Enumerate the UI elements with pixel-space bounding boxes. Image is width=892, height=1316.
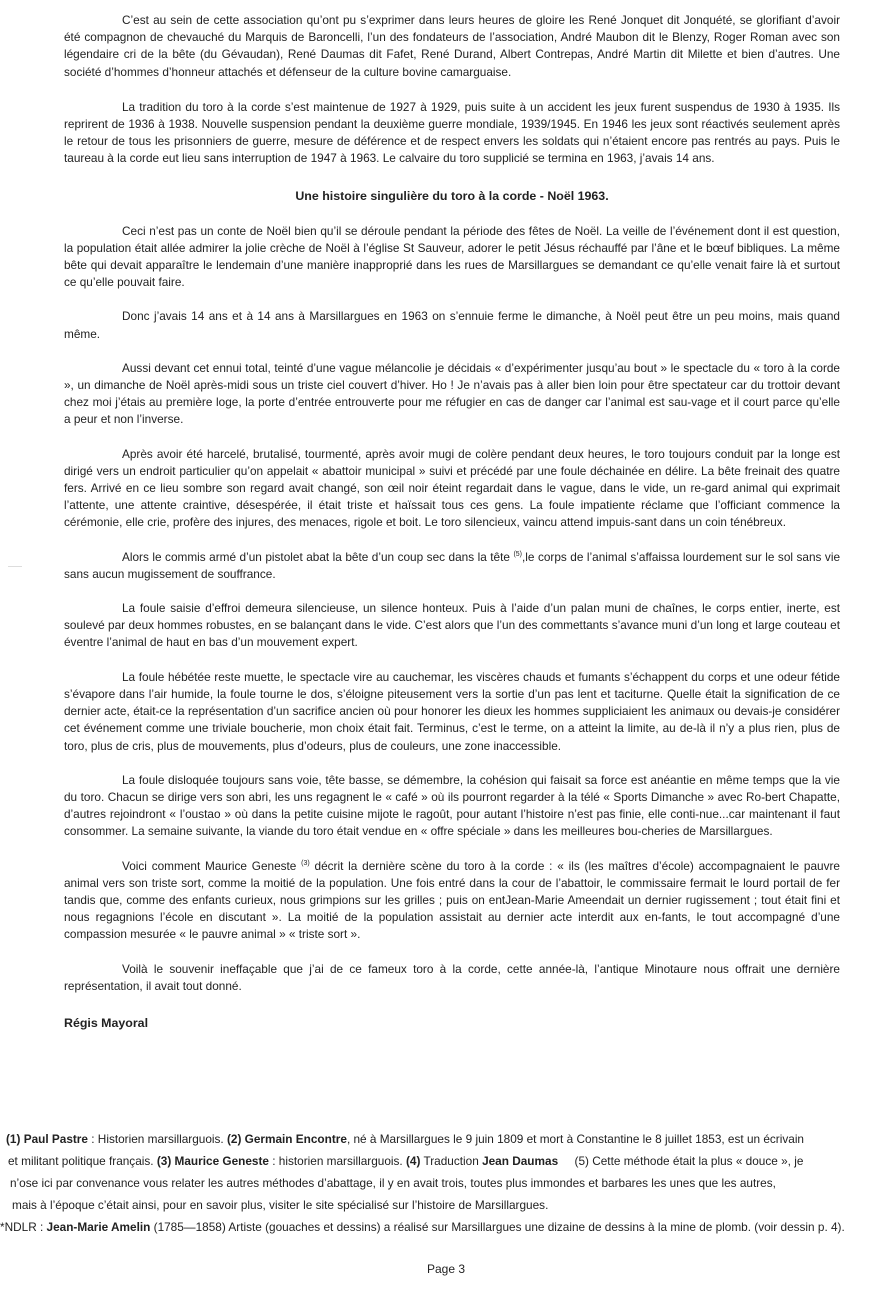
- note-text-3: : historien marsillarguois.: [268, 1154, 406, 1168]
- story-paragraph: Aussi devant cet ennui total, teinté d’une vague mélancolie je décidais « d’expérimenter jusqu’au bout » le spectacle du « toro à la corde », un dimanche de Noël après-midi sous un triste ciel couvert d’hiver. Ho ! Je n’avais pas à aller bien loin pour être spectateur car du trottoir devant chez moi j’étais au première loge, la porte d’entrée entrouverte pour me réfugier en cas de danger car l’animal est sau-vage et il court parce qu’elle a peur et non l’inverse.: [64, 360, 840, 427]
- margin-mark: [8, 566, 22, 567]
- note-name-3: Maurice Geneste: [174, 1154, 269, 1168]
- ndlr-note: [0, 1216, 890, 1238]
- footnotes: [0, 1128, 890, 1238]
- footnote-line-1: [6, 1128, 890, 1150]
- story-paragraph: La foule disloquée toujours sans voie, tête basse, se démembre, la cohésion qui faisait sa force est anéantie en même temps que la vie du toro. Chacun se dirige vers son abri, les uns regagnent le « café » où ils pourront regarder à la télé « Sports Dimanche » avec Ro-bert Chapatte, d’autres rejoindront « l’oustao » où dans la petite cuisine mijote le ragoût, pour autant l’histoire n’est pas finie, elle conti-nue...car maintenant il faut consommer. La semaine suivante, la viande du toro était vendue en « offre spéciale » dans les meilleures bou-cheries de Marsillargues.: [64, 772, 840, 839]
- footnote-line-3: n’ose ici par convenance vous relater les autres méthodes d’abattage, il y en avait trois, toutes plus immondes et barbares les unes que les autres,: [10, 1176, 776, 1190]
- note-text-1: : Historien marsillarguois.: [87, 1132, 227, 1146]
- note-number-4: (4): [406, 1154, 421, 1168]
- note-text-2: , né à Marsillargues le 9 juin 1809 et mort à Constantine le 8 juillet 1853, est un écrivain: [346, 1132, 804, 1146]
- note-text-2-cont: et militant politique français.: [8, 1154, 157, 1168]
- note-number-5: (5): [574, 1154, 589, 1168]
- story-paragraph: Voici comment Maurice Geneste $^{(3)}$ décrit la dernière scène du toro à la corde : « ils (les maîtres d’école) accompagnaient le pauvre animal vers son triste sort, comme la moitié de la population. Une fois entré dans la cour de l’abattoir, le commissaire fermait le lourd portail de fer tandis que, comme des enfants curieux, nous grimpions sur les grilles ; puis on entJean-Marie Ameendait un dernier rugissement ; tout était fini et nous regagnions l’école en discutant ». La moitié de la population assistait au dernier acte interdit aux en-fants, le tout accompagné d’une compassion mesurée « le pauvre animal » « triste sort ».: [64, 858, 840, 942]
- footnote-reference: (5): [513, 550, 523, 558]
- note-number-2: (2): [226, 1132, 242, 1146]
- paragraph-association: C’est au sein de cette association qu’ont pu s’exprimer dans leurs heures de gloire les René Jonquet dit Jonquété, se glorifiant d’avoir été compagnon de chevauché du Marquis de Baroncelli, l’un des fondateurs de l’association, André Maubon dit le Blenzy, Roger Roman avec son légendaire cri de la bête (du Gévaudan), René Daumas dit Fafet, René Durand, Albert Contrepas, André Martin dit Milette et bien d’autres. Une société d’hommes d’honneur attachés et défenseur de la culture bovine camarguaise.: [64, 13, 840, 79]
- note-text-4: Traduction: [420, 1154, 483, 1168]
- note-name-2: Germain Encontre: [244, 1132, 347, 1146]
- note-text-5: Cette méthode était la plus « douce », je: [588, 1154, 804, 1168]
- story-section: [64, 223, 840, 995]
- footnote-line-4: mais à l’époque c’était ainsi, pour en savoir plus, visiter le site spécialisé sur l’histoire de Marsillargues.: [12, 1198, 549, 1212]
- note-name-4: Jean Daumas: [482, 1154, 559, 1168]
- story-paragraph: Ceci n’est pas un conte de Noël bien qu’il se déroule pendant la période des fêtes de Noël. La veille de l’événement dont il est question, la population était allée admirer la jolie crèche de Noël à l’église St Sauveur, adorer le petit Jésus réchauffé par l’âne et le bœuf bibliques. La même bête qui devait apparaître le lendemain d’une manière inapproprié dans les rues de Marsillargues se demandant ce qu’elle venait faire là et surtout ce qu’elle pouvait faire.: [64, 223, 840, 290]
- ndlr-name: Jean-Marie Amelin: [46, 1220, 151, 1234]
- paragraph-tradition: La tradition du toro à la corde s’est maintenue de 1927 à 1929, puis suite à un accident les jeux furent suspendus de 1930 à 1935. Ils reprirent de 1936 à 1938. Nouvelle suspension pendant la deuxième guerre mondiale, 1939/1945. En 1946 les jeux sont réactivés seulement après le retour de tous les prisonniers de guerre, mesure de déférence et de respect envers les soldats qui n’étaient encore pas rentrés au pays. Puis le taureau à la corde eut lieu sans interruption de 1947 à 1963. Le calvaire du toro supplicié se termina en 1963, j’avais 14 ans.: [64, 99, 840, 166]
- story-paragraph: Voilà le souvenir ineffaçable que j’ai de ce fameux toro à la corde, cette année-là, l’antique Minotaure nous offrait une dernière représentation, il avait tout donné.: [64, 961, 840, 993]
- story-paragraph: Alors le commis armé d’un pistolet abat la bête d’un coup sec dans la tête $^{(5)}$,le corps de l’animal s’affaissa lourdement sur le sol sans vie sans aucun mugissement de souffrance.: [64, 549, 841, 581]
- story-paragraph: Après avoir été harcelé, brutalisé, tourmenté, après avoir mugi de colère pendant deux heures, le toro toujours conduit par la longe est dirigé vers un endroit particulier qu’on appelait « abattoir municipal » suivi et précédé par une foule déchainée en délire. La bête freinait des quatre fers. Arrivé en ce lieu sombre son regard avait changé, son œil noir éteint regardait dans le vague, dans le vide, un re-gard animal qui exprimait l’attente, une attente craintive, désespérée, il était triste et haïssait tous ces gens. La foule impatiente réclame que l’officiant commence la cérémonie, elle crie, profère des injures, des menaces, rigole et boit. Le toro silencieux, vaincu attend impuis-sant dans un coin ténébreux.: [64, 446, 840, 530]
- story-paragraph: La foule hébétée reste muette, le spectacle vire au cauchemar, les viscères chauds et fumants s’échappent du corps et une odeur fétide s’évapore dans l’air humide, la foule tourne le dos, s’éloigne piteusement vers la sortie d’un pas lent et taciturne. Quelle était la signification de ce dernier acte, était-ce la représentation d’un sacrifice ancien où pour honorer les dieux les hommes suppliciaient les animaux ou devais-je considérer cet événement comme une triviale boucherie, mon choix était fait. Terminus, c’est le terme, on a atteint la limite, au de-là il n’y a plus rien, plus de toro, plus de cris, plus de mouvements, plus d’odeurs, plus de couleurs, une zone inaccessible.: [64, 669, 840, 753]
- ndlr-text: (1785—1858) Artiste (gouaches et dessins) a réalisé sur Marsillargues une dizaine de dessins à la mine de plomb. (voir dessin p. 4).: [150, 1220, 845, 1234]
- footnote-line-2: [6, 1150, 890, 1172]
- ndlr-prefix: *NDLR :: [0, 1220, 47, 1234]
- section-heading: Une histoire singulière du toro à la corde - Noël 1963.: [295, 188, 609, 203]
- footnote-reference: (3): [301, 859, 310, 867]
- author-signature: Régis Mayoral: [64, 1015, 149, 1030]
- note-number-3: (3): [156, 1154, 172, 1168]
- article-body: [64, 12, 840, 1032]
- page-number: Page 3: [426, 1262, 466, 1276]
- note-name-1: Paul Pastre: [23, 1132, 88, 1146]
- story-paragraph: Donc j’avais 14 ans et à 14 ans à Marsillargues en 1963 on s’ennuie ferme le dimanche, à Noël peut être un peu moins, mais quand même.: [64, 309, 840, 341]
- story-paragraph: La foule saisie d’effroi demeura silencieuse, un silence honteux. Puis à l’aide d’un palan muni de chaînes, le corps entier, inerte, est soulevé par deux hommes robustes, en se balançant dans le vide. C’est alors que l’un des commettants s’avance muni d’un long et large couteau et éventre l’animal de haut en bas d’un mouvement expert.: [64, 601, 840, 650]
- note-number-1: (1): [6, 1132, 21, 1146]
